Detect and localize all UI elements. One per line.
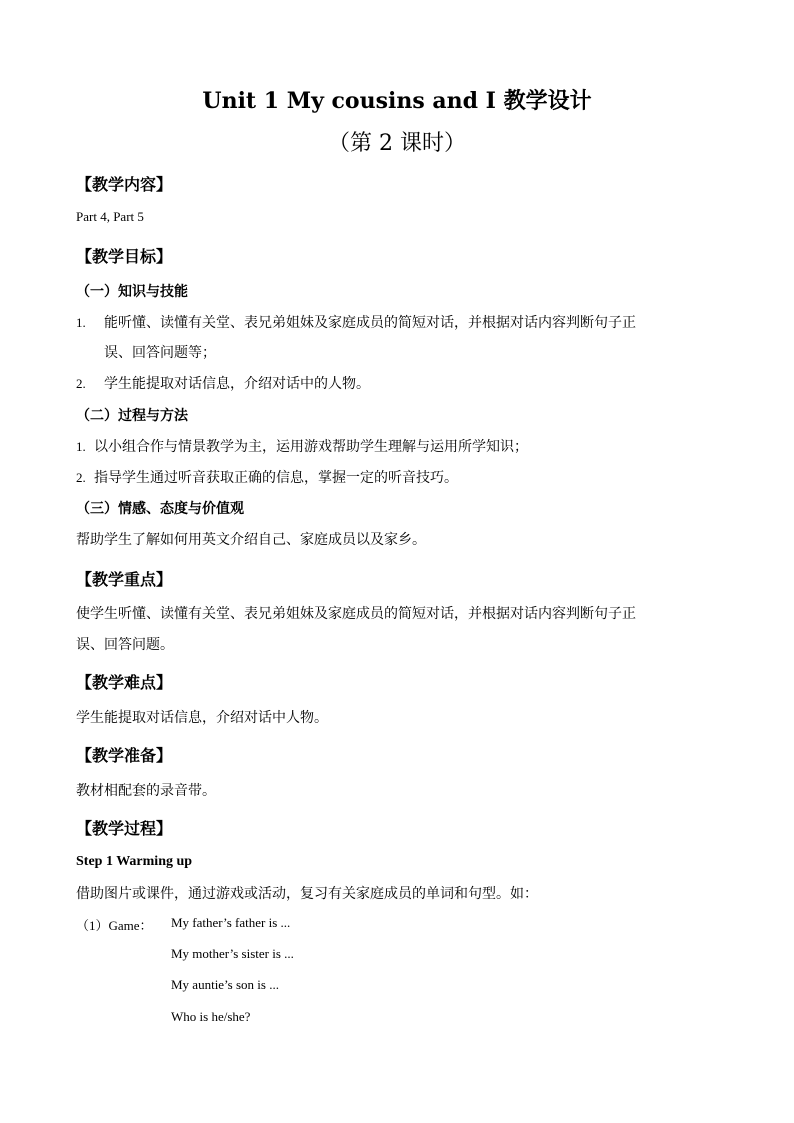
step-text: 借助图片或课件，通过游戏或活动，复习有关家庭成员的单词和句型。如：: [76, 886, 538, 902]
content-text: Part 4, Part 5: [76, 209, 144, 224]
subheading-process: （二）过程与方法: [76, 408, 188, 424]
step-heading: Step 1 Warming up: [76, 854, 193, 869]
section-heading-key-points: 【教学重点】: [76, 570, 173, 589]
emotion-text: 帮助学生了解如何用英文介绍自己、家庭成员以及家乡。: [76, 532, 426, 548]
section-heading-content: 【教学内容】: [76, 175, 173, 194]
subheading-emotion: （三）情感、态度与价值观: [76, 501, 244, 517]
game-line: My father’s father is ...: [171, 915, 291, 930]
game-line: My auntie’s son is ...: [171, 977, 279, 992]
game-line: My mother’s sister is ...: [171, 946, 294, 961]
difficulties-text: 学生能提取对话信息，介绍对话中人物。: [76, 710, 328, 726]
lesson-subtitle: （第 2 课时）: [328, 131, 466, 156]
list-item: 2. 学生能提取对话信息，介绍对话中的人物。: [76, 376, 370, 392]
key-points-line2: 误、回答问题。: [76, 637, 174, 653]
list-item-continuation: 误、回答问题等；: [104, 345, 216, 361]
section-heading-preparation: 【教学准备】: [76, 746, 173, 765]
game-label: （1）Game：: [76, 918, 153, 933]
list-item: 2. 指导学生通过听音获取正确的信息，掌握一定的听音技巧。: [76, 470, 458, 486]
section-heading-difficulties: 【教学难点】: [76, 673, 173, 692]
preparation-text: 教材相配套的录音带。: [76, 783, 216, 799]
document-title: Unit 1 My cousins and I 教学设计: [202, 88, 592, 114]
list-item: 1. 以小组合作与情景教学为主，运用游戏帮助学生理解与运用所学知识；: [76, 439, 528, 455]
game-line: Who is he/she?: [171, 1009, 251, 1024]
section-heading-objectives: 【教学目标】: [76, 247, 173, 266]
section-heading-procedure: 【教学过程】: [76, 819, 173, 838]
subheading-knowledge: （一）知识与技能: [76, 284, 188, 300]
key-points-line1: 使学生听懂、读懂有关堂、表兄弟姐妹及家庭成员的简短对话，并根据对话内容判断句子正: [76, 606, 636, 622]
list-item: 1. 能听懂、读懂有关堂、表兄弟姐妹及家庭成员的简短对话，并根据对话内容判断句子正: [76, 315, 636, 331]
